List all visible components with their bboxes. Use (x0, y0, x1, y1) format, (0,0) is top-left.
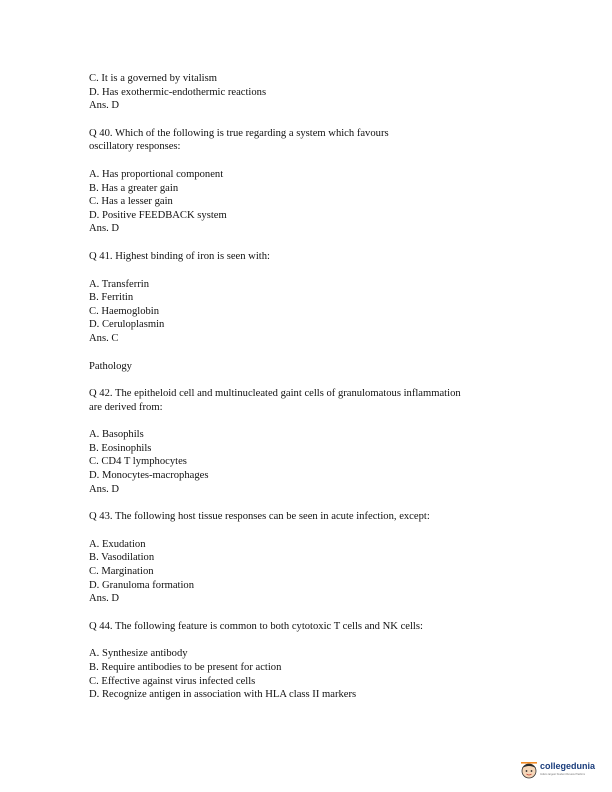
text-line: A. Transferrin (89, 278, 150, 290)
text-block (89, 620, 559, 634)
text-line: D. Ceruloplasmin (89, 319, 165, 331)
paragraph-gap (89, 346, 559, 360)
paragraph-gap (89, 524, 559, 538)
student-mascot-icon (520, 760, 538, 780)
text-block (89, 510, 559, 524)
text-line: D. Granuloma formation (89, 579, 195, 591)
paragraph-gap (89, 113, 559, 127)
text-line: D. Recognize antigen in association with HLA class II markers (89, 689, 357, 701)
text-line: Ans. D (89, 100, 120, 112)
collegedunia-logo (520, 758, 600, 784)
text-line: are derived from: (89, 401, 163, 413)
text-line: B. Eosinophils (89, 442, 152, 454)
text-line: A. Has proportional component (89, 168, 224, 180)
logo-tagline: India's largest Student Review Platform (540, 773, 586, 776)
text-line: Ans. D (89, 223, 120, 235)
text-line: A. Synthesize antibody (89, 648, 188, 660)
text-line: Ans. D (89, 593, 120, 605)
text-block (89, 72, 559, 113)
text-line: A. Basophils (89, 429, 144, 441)
text-block (89, 538, 559, 606)
text-line: Ans. D (89, 483, 120, 495)
text-line: C. Margination (89, 566, 154, 578)
text-block (89, 250, 559, 264)
text-line: C. Has a lesser gain (89, 196, 173, 208)
text-line: C. Effective against virus infected cells (89, 675, 256, 687)
text-line: C. CD4 T lymphocytes (89, 456, 187, 468)
text-line: Ans. C (89, 332, 119, 344)
text-line: B. Has a greater gain (89, 182, 179, 194)
text-line: A. Exudation (89, 538, 146, 550)
paragraph-gap (89, 264, 559, 278)
text-line: B. Require antibodies to be present for action (89, 662, 282, 673)
text-line: Q 42. The epitheloid cell and multinucleated gaint cells of granulomatous inflammation (89, 388, 461, 400)
text-line: D. Positive FEEDBACK system (89, 209, 227, 221)
text-block (89, 127, 559, 154)
text-line: D. Monocytes-macrophages (89, 470, 209, 482)
text-block (89, 428, 559, 496)
text-line: Q 44. The following feature is common to both cytotoxic T cells and NK cells: (89, 620, 423, 632)
text-block (89, 387, 559, 414)
paragraph-gap (89, 496, 559, 510)
paragraph-gap (89, 414, 559, 428)
text-block (89, 278, 559, 346)
text-line: C. It is a governed by vitalism (89, 73, 217, 84)
text-line: D. Has exothermic-endothermic reactions (89, 86, 267, 98)
text-line: Q 40. Which of the following is true regarding a system which favours (89, 127, 389, 139)
text-line: oscillatory responses: (89, 141, 181, 153)
text-line: Pathology (89, 360, 132, 372)
text-line: Q 41. Highest binding of iron is seen with: (89, 250, 270, 262)
document-body (89, 72, 559, 702)
text-line: B. Ferritin (89, 292, 134, 304)
logo-name: collegedunia (540, 761, 596, 771)
paragraph-gap (89, 373, 559, 387)
text-block (89, 647, 559, 701)
paragraph-gap (89, 236, 559, 250)
text-block (89, 360, 559, 374)
text-line: Q 43. The following host tissue responses can be seen in acute infection, except: (89, 511, 430, 523)
text-line: C. Haemoglobin (89, 305, 160, 317)
text-line: B. Vasodilation (89, 552, 155, 564)
text-block (89, 168, 559, 236)
paragraph-gap (89, 154, 559, 168)
paragraph-gap (89, 606, 559, 620)
paragraph-gap (89, 633, 559, 647)
